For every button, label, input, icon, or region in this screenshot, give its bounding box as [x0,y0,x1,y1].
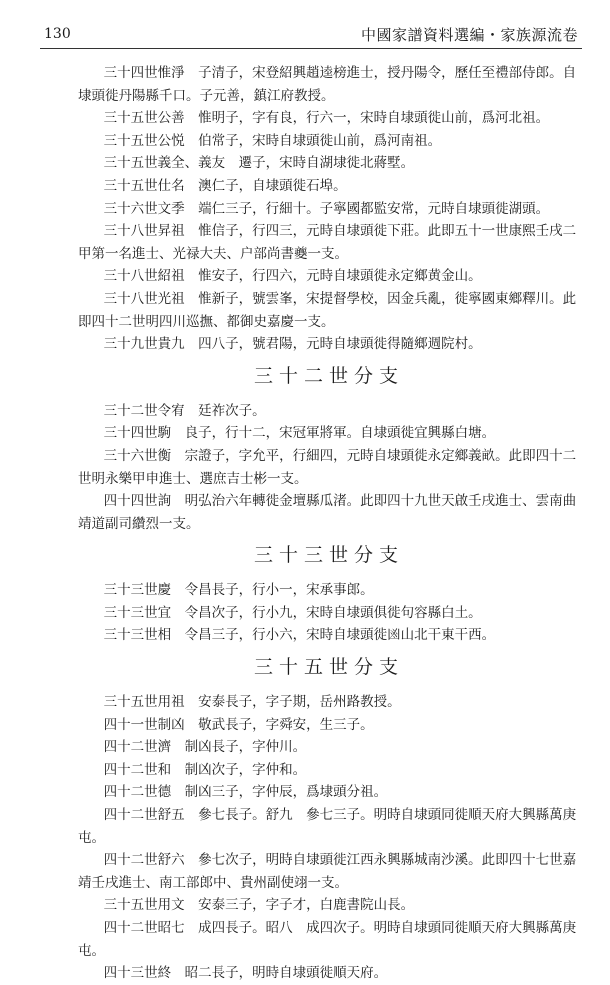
entry-name: 三十三世相 [103,627,172,644]
genealogy-entry [78,175,580,198]
entry-name: 四十四世詢 [103,493,172,510]
genealogy-entry [78,422,580,445]
entry-name: 三十四世駒 [103,425,172,442]
genealogy-entry [78,736,580,759]
entry-text: 遷子，宋時自湖埭徙北蔣墅。 [238,155,415,172]
entry-text: 令昌長子，行小一，宋承事郎。 [184,582,374,599]
genealogy-entry [78,804,580,849]
entry-text: 安泰長子，字子期，岳州路教授。 [198,694,401,711]
entry-text: 安泰三子，字子才，白鹿書院山長。 [198,897,415,914]
page-content [78,62,580,985]
entry-name: 四十二世濟 [103,739,172,756]
entry-name: 三十五世用文 [103,897,185,914]
entry-name: 三十三世慶 [103,582,172,599]
genealogy-entry [78,894,580,917]
genealogy-entry [78,288,580,333]
genealogy-entry [78,220,580,265]
entry-text: 四八子，號君陽，元時自埭頭徙得隨鄉週院村。 [198,336,482,353]
entry-text: 廷祚次子。 [198,402,266,419]
genealogy-entry [78,579,580,602]
genealogy-entry [78,107,580,130]
genealogy-entry [78,714,580,737]
entry-name: 三十五世仕名 [103,177,185,194]
entry-name: 三十九世貴九 [103,336,185,353]
entry-text: 敬武長子，字舜安，生三子。 [198,716,374,733]
entry-text: 制凶次子，字仲和。 [184,761,307,778]
entry-name: 三十八世光祖 [103,290,185,307]
genealogy-entry [78,691,580,714]
section-title-32: 三十二世分支 [253,364,404,387]
genealogy-block-1 [78,62,580,356]
section-33-entries [78,579,580,647]
page-number: 130 [44,26,71,42]
genealogy-entry [78,781,580,804]
entry-name: 三十四世惟淨 [103,65,185,81]
entry-name: 三十五世義全、義友 [103,155,226,172]
genealogy-entry [78,130,580,153]
entry-name: 四十二世舒六 [103,852,185,869]
genealogy-entry [78,849,580,894]
entry-name: 三十八世紹祖 [103,268,185,285]
entry-text: 參七長子。舒九 參七三子。明時自埭頭同徙順天府大興縣萬庚屯。 [78,807,577,846]
section-32-entries [78,400,580,536]
entry-name: 四十三世終 [103,965,172,982]
genealogy-entry [78,624,580,647]
genealogy-entry [78,265,580,288]
entry-text: 宗證子，字允平，行細四，元時自埭頭徙永定鄉義畝。此即四十二世明永樂甲申進士、選庶吉士彬一支。 [78,447,577,487]
entry-name: 三十五世用祖 [103,694,185,711]
section-title-35: 三十五世分支 [253,656,404,679]
entry-name: 三十六世衡 [103,447,172,464]
entry-text: 惟安子，行四六，元時自埭頭徙永定鄉黄金山。 [198,268,482,285]
entry-name: 三十八世昇祖 [103,223,185,240]
entry-text: 昭二長子，明時自埭頭徙順天府。 [184,965,388,982]
entry-text: 子清子，宋登紹興趙逵榜進士，授丹陽令，歷任至禮部侍郎。自埭頭徙丹陽縣千口。子元善，鎮江府教授。 [78,65,577,104]
genealogy-entry [78,400,580,423]
entry-name: 四十二世昭七 [103,920,185,936]
entry-text: 成四長子。昭八 成四次子。明時自埭頭同徙順天府大興縣萬庚屯。 [78,920,577,959]
entry-name: 三十三世宜 [103,604,172,621]
entry-name: 三十二世令宥 [103,402,185,419]
section-35-entries [78,691,580,985]
entry-name: 三十五世公悦 [103,132,185,149]
entry-text: 澳仁子，自埭頭徙石埠。 [198,177,347,194]
entry-name: 三十五世公善 [103,110,185,127]
entry-name: 四十二世德 [103,784,172,801]
genealogy-entry [78,962,580,985]
entry-text: 端仁三子，行細十。子寧國都監安常，元時自埭頭徙湖頭。 [198,200,550,217]
genealogy-entry [78,445,580,490]
entry-text: 惟信子，行四三，元時自埭頭徙下莊。此即五十一世康熙壬戌二甲第一名進士、光禄大夫、户部尚書夔一支。 [78,223,577,262]
page-header [40,22,582,49]
entry-name: 四十二世舒五 [103,807,185,824]
entry-name: 三十六世文季 [103,200,185,217]
entry-text: 伯常子，宋時自埭頭徙山前，爲河南祖。 [198,132,442,149]
entry-text: 制凶三子，字仲辰，爲埭頭分祖。 [184,784,388,801]
entry-text: 令昌次子，行小九，宋時自埭頭俱徙句容縣白土。 [184,604,482,621]
genealogy-entry [78,759,580,782]
section-title-33: 三十三世分支 [253,544,404,567]
genealogy-entry [78,602,580,625]
genealogy-entry [78,333,580,356]
genealogy-entry [78,152,580,175]
genealogy-entry [78,62,580,107]
running-title: 中國家譜資料選編・家族源流卷 [360,26,578,44]
entry-text: 參七次子，明時自埭頭徙江西永興縣城南沙溪。此即四十七世嘉靖壬戌進士、南工部郎中、貴州副使翊一支。 [78,852,577,891]
genealogy-entry [78,490,580,535]
entry-text: 令昌三子，行小六，宋時自埭頭徙𠚍山北干東干西。 [184,627,496,644]
entry-text: 良子，行十二，宋冠軍將軍。自埭頭徙宜興縣白塘。 [184,425,496,442]
entry-text: 惟新子，號雲峯，宋提督學校，因金兵亂，徙寧國東鄉釋川。此即四十二世明四川巡撫、都御史嘉慶一支。 [78,290,577,330]
genealogy-entry [78,917,580,962]
genealogy-entry [78,198,580,221]
entry-text: 惟明子，字有良，行六一，宋時自埭頭徙山前，爲河北祖。 [198,110,550,127]
entry-name: 四十一世制凶 [103,716,185,733]
entry-text: 明弘治六年轉徙金壇縣瓜渚。此即四十九世天啟壬戌進士、雲南曲靖道副司纘烈一支。 [78,493,577,532]
entry-text: 制凶長子，字仲川。 [184,739,307,756]
entry-name: 四十二世和 [103,761,172,778]
